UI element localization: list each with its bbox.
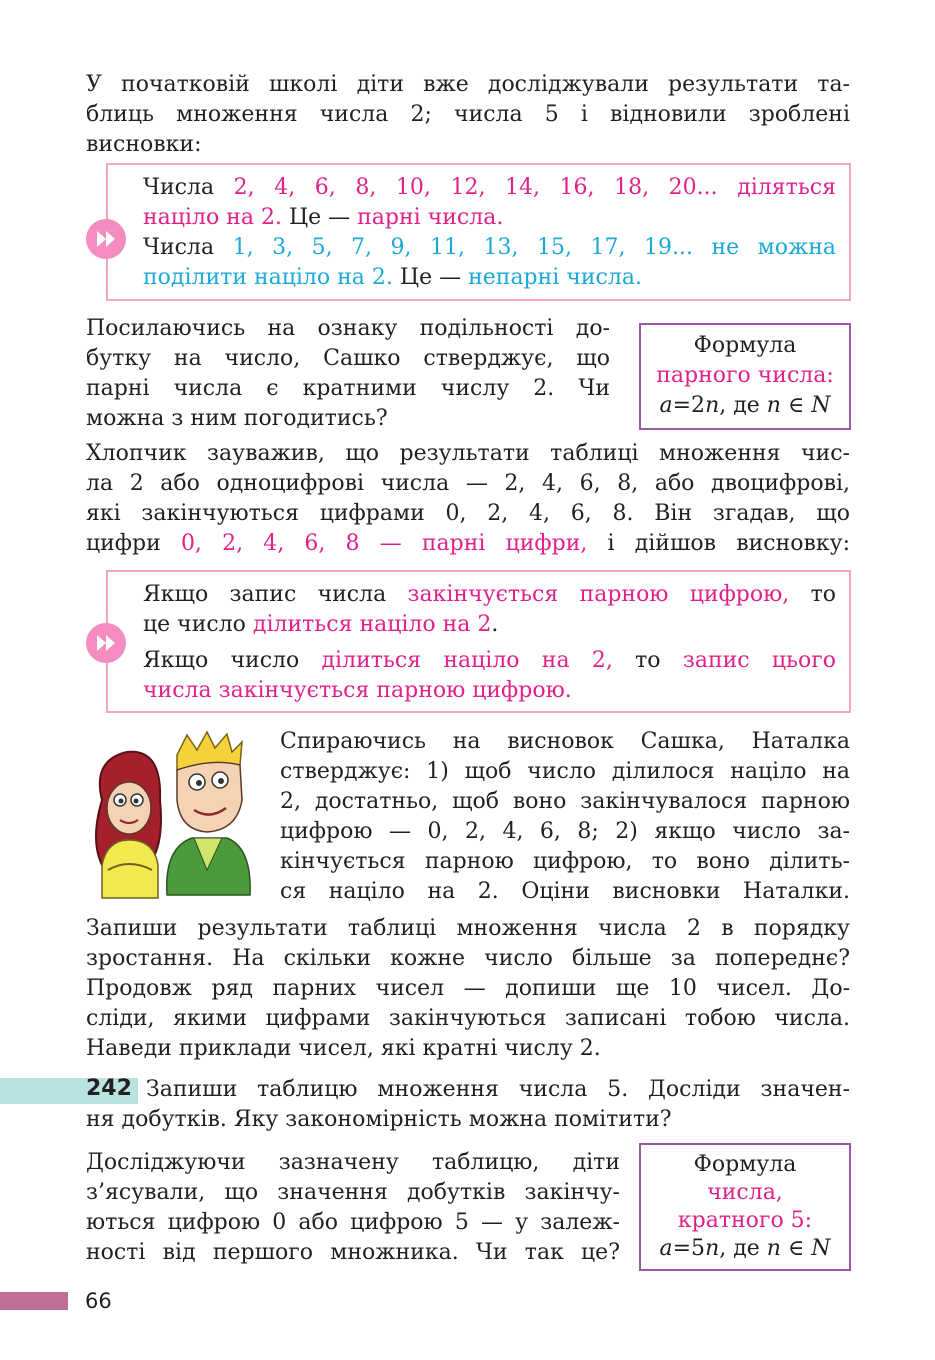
var: a [659,1236,673,1261]
text: націло на 2. [143,205,282,230]
var: n [705,1236,720,1261]
task-242-text [146,1075,850,1105]
text-line: з’ясували, що значення добутків закінчу- [86,1180,620,1205]
odd-numbers-list: 1, 3, 5, 7, 9, 11, 13, 15, 17, 19... не можна [232,235,837,260]
text-line: Наведи приклади чисел, які кратні числу 2. [86,1036,601,1061]
text-line: бутку на число, Сашко стверджує, що [86,346,610,371]
text: ділиться націло на 2, [321,648,613,673]
formula-label: кратного 5: [677,1208,813,1233]
text: Це — [392,265,469,290]
var: a [659,393,673,418]
text: цифри [86,531,181,556]
formula-box-multiple-of-5 [639,1143,851,1271]
text-line: 2, достатньо, щоб воно закінчувалося парною [280,789,850,814]
page-marker-bar [0,1292,68,1310]
rule-line [143,233,836,263]
text: , де [719,1236,767,1261]
text: запис цього [682,648,837,673]
text-line: можна з ним погодитись? [86,406,388,431]
text: . [491,612,499,637]
text-line: які закінчуються цифрами 0, 2, 4, 6, 8. Він згадав, що [86,501,850,526]
even-digits: 0, 2, 4, 6, 8 — парні цифри, [180,531,588,556]
text-line: висновки: [86,132,202,157]
rule-box-even-odd-text [143,173,836,293]
formula-box-even [639,323,851,430]
paragraph-sashko [86,314,610,434]
rule-line [143,580,836,610]
text: Числа [143,235,233,260]
text: Числа [143,175,234,200]
text-line: Продовж ряд парних чисел — допиши ще 10 чисел. До- [86,976,850,1001]
paragraph-children-research [86,1148,620,1268]
text-line: парні числа є кратними числу 2. Чи [86,376,610,401]
formula-expression [641,391,849,421]
rule-line [143,646,836,676]
text-line: сліди, якими цифрами закінчуються записані тобою числа. [86,1006,850,1031]
var: N [811,1236,831,1261]
var: N [811,393,831,418]
even-numbers-list: 2, 4, 6, 8, 10, 12, 14, 16, 18, 20... діляться [233,175,836,200]
rule-line [143,610,836,640]
text: Це — [281,205,358,230]
text: це число [143,612,253,637]
children-illustration [82,730,272,900]
text-line: зростання. На скільки кожне число більше за попереднє? [86,946,850,971]
text: =5 [672,1236,706,1261]
text-line: ються цифрою 0 або цифрою 5 — у залеж- [86,1210,620,1235]
text-line: Спираючись на висновок Сашка, Наталка [280,729,850,754]
odd-numbers-term: непарні числа. [468,265,642,290]
girl-face [107,782,151,834]
task-242-text-cont [86,1105,850,1135]
text-line [86,529,850,559]
paragraph-task [86,914,850,1064]
text: =2 [672,393,706,418]
text-line: блиць множення числа 2; числа 5 і відновили зроблені [86,102,850,127]
task-number: 242 [86,1076,132,1101]
text-line: Посилаючись на ознаку подільності до- [86,316,610,341]
text-line: Хлопчик зауважив, що результати таблиці множення чис- [86,441,850,466]
text-line: ла 2 або одноцифрові числа — 2, 4, 6, 8, або двоцифрові, [86,471,850,496]
double-arrow-icon [86,623,126,663]
text: Якщо запис числа [143,582,408,607]
formula-expression [641,1235,849,1263]
page-number: 66 [85,1289,112,1313]
rule-line: числа закінчується парною цифрою. [143,678,572,703]
var: n [766,393,781,418]
text: Якщо число [143,648,322,673]
text-line: цифрою — 0, 2, 4, 6, 8; 2) якщо число за- [280,819,850,844]
text-line: стверджує: 1) щоб число ділилося націло на [280,759,850,784]
text: то [789,582,836,607]
text-line: Досліджуючи зазначену таблицю, діти [86,1150,620,1175]
var: n [766,1236,781,1261]
text: , де [719,393,767,418]
rule-box-divisibility-text [143,580,836,706]
text: ∈ [780,393,812,418]
text: ділиться націло на 2 [252,612,492,637]
boy-face [177,762,242,832]
rule-line [143,263,836,293]
text-line: Запиши таблицю множення числа 5. Досліди значен- [146,1077,850,1102]
text-line: ся націло на 2. Оціни висновки Наталки. [280,879,850,904]
text-line: ня добутків. Яку закономірність можна помітити? [86,1107,672,1132]
paragraph-natalka [280,727,850,907]
text: ∈ [780,1236,812,1261]
text: то [612,648,683,673]
rule-line [143,173,836,203]
paragraph-boy [86,439,850,559]
text-line: кінчується парною цифрою, то воно ділить- [280,849,850,874]
text: поділити націло на 2. [143,265,393,290]
formula-label: парного числа: [656,363,834,388]
formula-title: Формула [693,333,797,358]
formula-label: числа, [707,1180,783,1205]
rule-line [143,203,836,233]
even-numbers-term: парні числа. [357,205,504,230]
formula-title: Формула [693,1152,797,1177]
text: і дійшов висновку: [587,531,850,556]
text: закінчується парною цифрою, [407,582,790,607]
intro-paragraph [86,70,850,160]
double-arrow-icon [86,219,126,259]
text-line: ності від першого множника. Чи так це? [86,1240,620,1265]
var: n [705,393,720,418]
text-line: У початковій школі діти вже досліджували результати та- [86,72,850,97]
text-line: Запиши результати таблиці множення числа 2 в порядку [86,916,850,941]
